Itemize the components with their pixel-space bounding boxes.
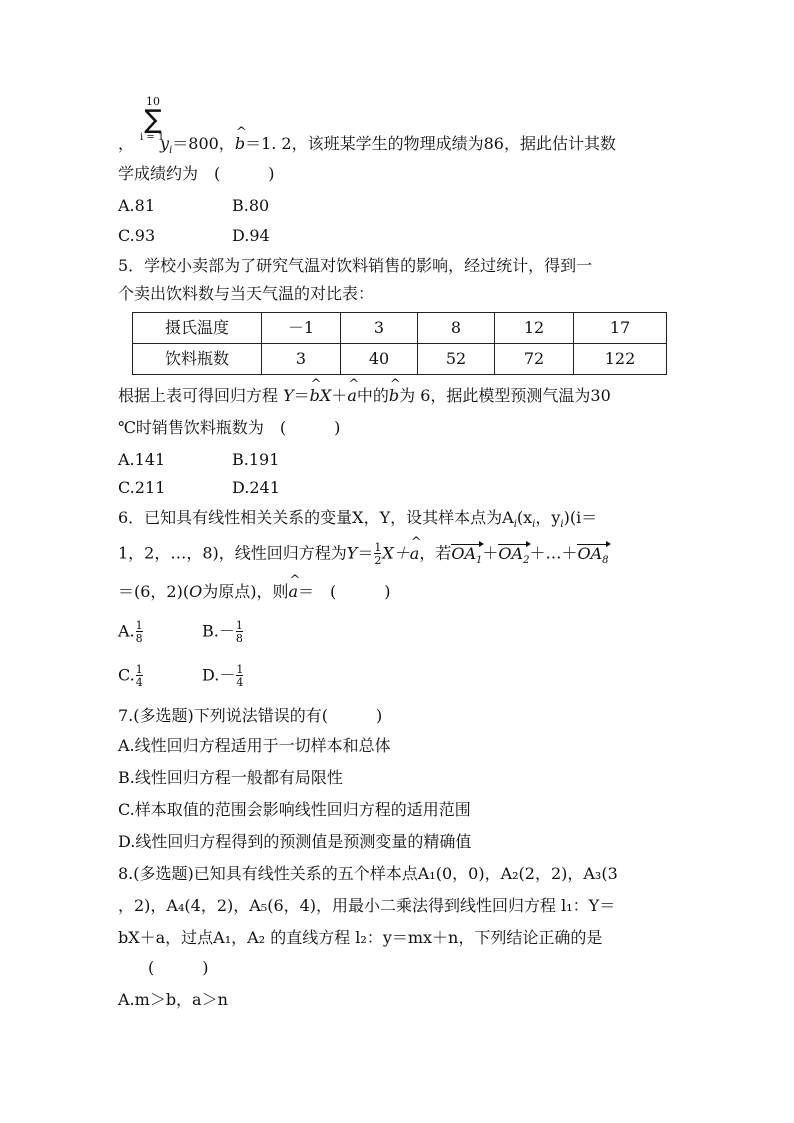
q4-line1: ， $y_i=800$，^ b＝1. 2，该班某学生的物理成绩为86，据此估计其数 xyxy=(118,134,616,161)
q7-option-b: B.线性回归方程一般都有局限性 xyxy=(118,768,343,787)
q6-option-c: C. $\frac{1}{4}$ xyxy=(118,663,143,689)
q4-option-a: A.81 xyxy=(118,196,155,215)
q8-line1: 8.(多选题)已知具有线性关系的五个样本点A₁(0，0)，A₂(2，2)，A₃(3 xyxy=(118,864,618,883)
q6-option-a: A. $\frac{1}{8}$ xyxy=(118,619,143,645)
fraction: $\frac{1}{2}$ xyxy=(374,541,382,567)
q6-line1: 6．已知具有线性相关关系的变量X，Y，设其样本点为$A_i(x_i$，$y_i)(i=$ xyxy=(118,508,598,531)
q5-option-c: C.211 xyxy=(118,478,166,497)
q5-option-d: D.241 xyxy=(232,478,280,497)
q5-option-a: A.141 xyxy=(118,450,166,469)
q7-option-c: C.样本取值的范围会影响线性回归方程的适用范围 xyxy=(118,800,471,819)
q5-line1: 5．学校小卖部为了研究气温对饮料销售的影响，经过统计，得到一 xyxy=(118,256,593,275)
vector-oa1: $OA_1$ xyxy=(451,544,482,571)
table-row: 饮料瓶数 3 40 52 72 122 xyxy=(133,344,667,375)
q8-line2: ，2)，A₄(4，2)，A₅(6，4)，用最小二乘法得到线性回归方程 l₁：Y＝ xyxy=(118,896,616,915)
summation-symbol: 10 ∑ i = 1 xyxy=(140,95,165,143)
vector-oa2: $OA_2$ xyxy=(498,544,529,571)
vector-oa8: $OA_8$ xyxy=(577,544,608,571)
q6-line2: 1，2，…，8)，线性回归方程为Y＝ $\frac{1}{2}$ X＋^ a，若$OA_1+OA_2+\dots+OA_8$ xyxy=(118,542,609,571)
q4-option-c: C.93 xyxy=(118,226,156,245)
q5-line2: 个卖出饮料数与当天气温的对比表： xyxy=(118,284,375,303)
q6-option-d: D.－ $\frac{1}{4}$ xyxy=(202,663,244,689)
q5-line3: 根据上表可得回归方程 Y＝^ bX＋^ a中的^ b为 6，据此模型预测气温为30 xyxy=(118,386,611,406)
q8-option-a: A.m＞b，a＞n xyxy=(118,990,228,1009)
q7-option-a: A.线性回归方程适用于一切样本和总体 xyxy=(118,736,391,755)
q6-option-b: B.－ $\frac{1}{8}$ xyxy=(202,619,243,645)
q5-line4: ℃时销售饮料瓶数为 ( ) xyxy=(118,418,341,437)
q8-line3: bX＋a，过点A₁，A₂ 的直线方程 l₂：y＝mx＋n，下列结论正确的是 xyxy=(118,928,603,947)
q6-line3: ＝(6，2)(O为原点)，则^ a＝ ( ) xyxy=(118,582,391,602)
q8-line4: ( ) xyxy=(148,958,209,977)
q7-line1: 7.(多选题)下列说法错误的有( ) xyxy=(118,706,383,725)
table-row: 摄氏温度 －1 3 8 12 17 xyxy=(133,313,667,344)
q4-option-b: B.80 xyxy=(232,196,270,215)
q4-line2: 学成绩约为 ( ) xyxy=(118,164,275,183)
q7-option-d: D.线性回归方程得到的预测值是预测变量的精确值 xyxy=(118,832,472,851)
q4-option-d: D.94 xyxy=(232,226,270,245)
temperature-sales-table xyxy=(132,312,667,375)
q5-option-b: B.191 xyxy=(232,450,280,469)
